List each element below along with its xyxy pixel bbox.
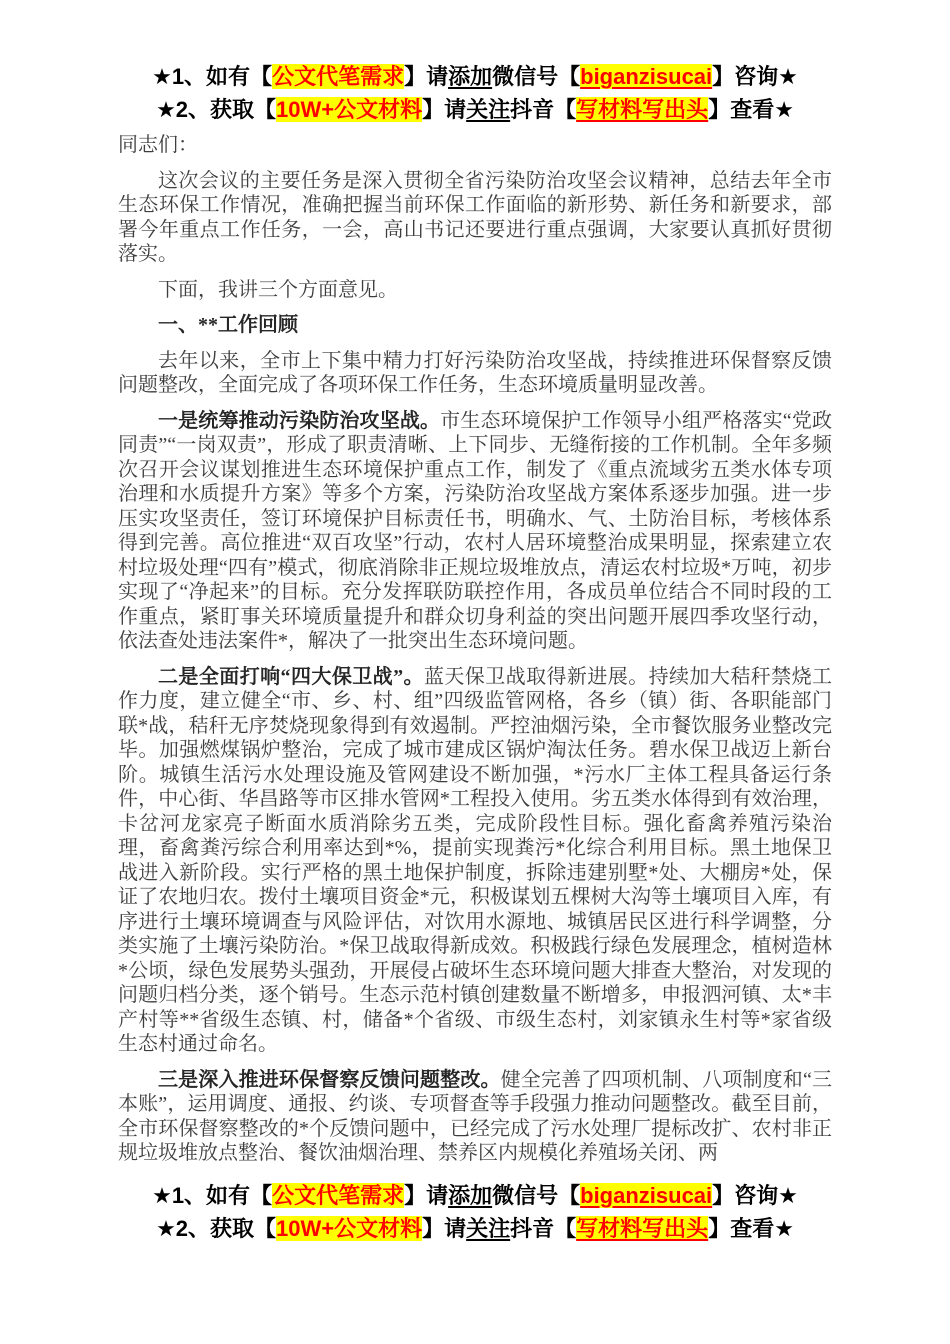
point-3-paragraph	[118, 1068, 832, 1166]
promo2-douyin-label: 抖音【	[510, 97, 577, 122]
promo1-wechat-id: biganzisucai	[580, 64, 713, 89]
point-3-lead: 三是深入推进环保督察反馈问题整改。	[158, 1068, 501, 1091]
footer-promo2-suffix: 】查看★	[708, 1215, 794, 1241]
point-1-lead: 一是统筹推动污染防治攻坚战。	[158, 409, 441, 432]
footer-promo2-mid: 】请	[422, 1215, 467, 1241]
promo-footer-line-1	[118, 1179, 832, 1212]
promo-header	[118, 60, 832, 126]
section-1-heading: 一、**工作回顾	[158, 314, 298, 336]
footer-promo1-add-underline: 添加	[448, 1182, 493, 1208]
point-1-paragraph	[118, 409, 832, 654]
point-1-text: 市生态环境保护工作领导小组严格落实“党政同责”“一岗双责”，形成了职责清晰、上下同步、无缝衔接的工作机制。全年多频次召开会议谋划推进生态环境保护重点工作，制发了《重点流域劣五类水体专项治理和水质提升方案》等多个方案，污染防治攻坚战方案体系逐步加强。进一步压实攻坚责任，签订环境保护目标责任书，明确水、气、土防治目标，考核体系得到完善。高位推进“双百攻坚”行动，农村人居环境整治成果明显，探索建立农村垃圾处理“四有”模式，彻底消除非正规垃圾堆放点，清运农村垃圾*万吨，初步实现了“净起来”的目标。充分发挥联防联控作用，各成员单位结合不同时段的工作重点，紧盯事关环境质量提升和群众切身利益的突出问题开展四季攻坚行动，依法查处违法案件*，解决了一批突出生态环境问题。	[118, 409, 832, 652]
footer-promo2-follow-underline: 关注	[466, 1215, 511, 1241]
point-2-text: 蓝天保卫战取得新进展。持续加大秸秆禁烧工作力度，建立健全“市、乡、村、组”四级监管网格，各乡（镇）街、各职能部门联*战，秸秆无序焚烧现象得到有效遏制。严控油烟污染，全市餐饮服务业整改完毕。加强燃煤锅炉整治，完成了城市建成区锅炉淘汰任务。碧水保卫战迈上新台阶。城镇生活污水处理设施及管网建设不断加强，*污水厂主体工程具备运行条件，中心街、华昌路等市区排水管网*工程投入使用。劣五类水体得到有效治理，卡岔河龙家亮子断面水质消除劣五类，完成阶段性目标。强化畜禽养殖污染治理，畜禽粪污综合利用率达到*%，提前实现粪污*化综合利用目标。黑土地保卫战进入新阶段。实行严格的黑土地保护制度，拆除违建别墅*处、大棚房*处，保证了农地归农。拨付土壤项目资金*元，积极谋划五棵树大沟等土壤项目入库，有序进行土壤环境调查与风险评估，对饮用水源地、城镇居民区进行科学调整，分类实施了土壤污染防治。*保卫战取得新成效。积极践行绿色发展理念，植树造林*公顷，绿色发展势头强劲，开展侵占破坏生态环境问题大排查大整治，对发现的问题归档分类，逐个销号。生态示范村镇创建数量不断增多，申报泗河镇、太*丰产村等**省级生态镇、村，储备*个省级、市级生态村，刘家镇永生村等*家省级生态村通过命名。	[118, 665, 833, 1055]
point-2-paragraph	[118, 665, 832, 1057]
promo1-service-highlight: 公文代笔需求	[272, 64, 405, 89]
promo2-follow-underline: 关注	[466, 97, 511, 122]
promo-footer-line-2	[118, 1212, 832, 1245]
footer-promo1-wechat-id: biganzisucai	[580, 1182, 713, 1208]
footer-promo2-douyin-id: 写材料写出头	[576, 1215, 709, 1241]
promo-header-line-1	[118, 60, 832, 93]
transition-paragraph: 下面，我讲三个方面意见。	[158, 278, 398, 301]
promo1-add-underline: 添加	[448, 64, 493, 89]
promo-footer	[118, 1179, 832, 1245]
footer-promo2-prefix: ★2、获取【	[156, 1215, 277, 1241]
footer-promo1-suffix: 】咨询★	[712, 1182, 798, 1208]
intro-paragraph: 这次会议的主要任务是深入贯彻全省污染防治攻坚会议精神，总结去年全市生态环保工作情况，准确把握当前环保工作面临的新形势、新任务和新要求，部署今年重点工作任务，一会，高山书记还要进行重点强调，大家要认真抓好贯彻落实。	[118, 169, 832, 265]
promo1-suffix: 】咨询★	[712, 64, 798, 89]
footer-promo1-service-highlight: 公文代笔需求	[272, 1182, 405, 1208]
point-3-text: 健全完善了四项机制、八项制度和“三本账”，运用调度、通报、约谈、专项督查等手段强力推动问题整改。截至目前，全市环保督察整改的*个反馈问题中，已经完成了污水处理厂提标改扩、农村非正规垃圾堆放点整治、餐饮油烟治理、禁养区内规模化养殖场关闭、两	[118, 1068, 832, 1164]
promo2-prefix: ★2、获取【	[156, 97, 277, 122]
promo2-suffix: 】查看★	[708, 97, 794, 122]
footer-promo2-material-highlight: 10W+公文材料	[276, 1215, 423, 1241]
promo1-mid: 】请	[404, 64, 449, 89]
promo1-prefix: ★1、如有【	[152, 64, 273, 89]
footer-promo1-mid: 】请	[404, 1182, 449, 1208]
salutation: 同志们：	[118, 134, 198, 156]
promo2-material-highlight: 10W+公文材料	[276, 97, 423, 122]
footer-promo1-prefix: ★1、如有【	[152, 1182, 273, 1208]
promo1-wechat-label: 微信号【	[492, 64, 581, 89]
point-2-lead: 二是全面打响“四大保卫战”。	[158, 665, 424, 688]
footer-promo1-wechat-label: 微信号【	[492, 1182, 581, 1208]
promo2-douyin-id: 写材料写出头	[576, 97, 709, 122]
footer-promo2-douyin-label: 抖音【	[510, 1215, 577, 1241]
section-1-intro: 去年以来，全市上下集中精力打好污染防治攻坚战，持续推进环保督察反馈问题整改，全面完成了各项环保工作任务，生态环境质量明显改善。	[118, 349, 832, 396]
promo2-mid: 】请	[422, 97, 467, 122]
promo-header-line-2	[118, 93, 832, 126]
